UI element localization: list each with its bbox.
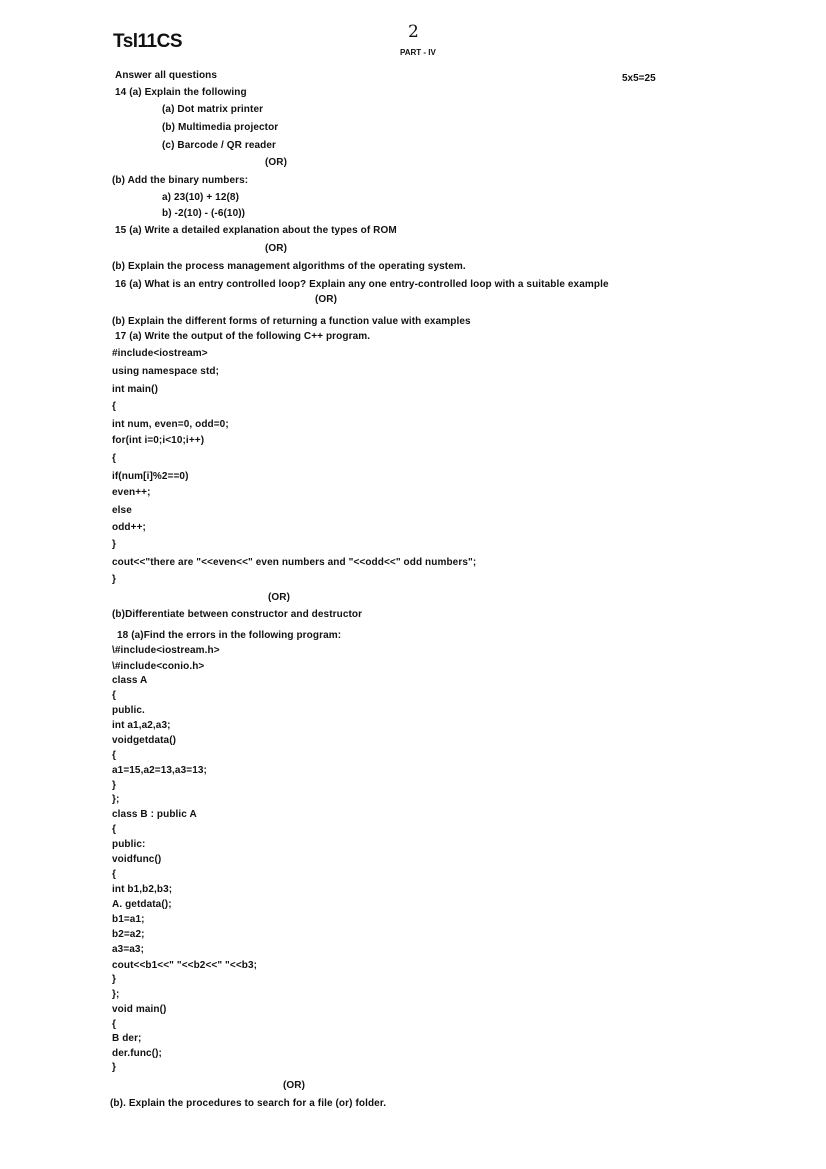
code-line: voidfunc() [112,854,162,865]
or-separator: (OR) [283,1080,306,1091]
code-line: class B : public A [112,809,197,820]
code-line: int b1,b2,b3; [112,884,173,895]
question-line: (b). Explain the procedures to search for a file (or) folder. [110,1098,387,1109]
code-line: cout<<b1<<" "<<b2<<" "<<b3; [112,960,258,971]
or-separator: (OR) [315,294,338,305]
code-line: { [112,690,116,701]
code-line: { [112,869,116,880]
code-line: public: [112,839,146,850]
question-line: 14 (a) Explain the following [115,87,247,98]
code-line: int num, even=0, odd=0; [112,419,229,430]
question-line: 16 (a) What is an entry controlled loop? Explain any one entry-controlled loop with a suitable example [115,279,609,290]
code-line: b2=a2; [112,929,145,940]
code-line: a3=a3; [112,944,145,955]
code-line: der.func(); [112,1048,162,1059]
question-line: Answer all questions [115,70,218,81]
code-line: { [112,750,116,761]
code-line: public. [112,705,145,716]
code-line: } [112,574,116,585]
code-line: \#include<iostream.h> [112,645,220,656]
question-line: a) 23(10) + 12(8) [162,192,240,203]
question-line: (b) Multimedia projector [162,122,279,133]
code-line: int a1,a2,a3; [112,720,171,731]
question-line: 17 (a) Write the output of the following C++ program. [115,331,371,342]
question-line: (a) Dot matrix printer [162,104,264,115]
or-separator: (OR) [265,243,288,254]
question-line: 18 (a)Find the errors in the following program: [117,630,342,641]
or-separator: (OR) [268,592,291,603]
part-heading: PART - IV [400,48,436,57]
code-line: } [112,539,116,550]
code-line: { [112,1019,116,1030]
question-line: (c) Barcode / QR reader [162,140,277,151]
question-line: (b) Explain the process management algorithms of the operating system. [112,261,466,272]
code-line: b1=a1; [112,914,145,925]
or-separator: (OR) [265,157,288,168]
code-line: void main() [112,1004,167,1015]
marks-allocation: 5x5=25 [622,73,656,84]
code-line: }; [112,794,120,805]
question-line: (b) Explain the different forms of returning a function value with examples [112,316,471,327]
page-number: 2 [408,22,419,42]
code-line: } [112,780,116,791]
code-line: a1=15,a2=13,a3=13; [112,765,207,776]
code-line: using namespace std; [112,366,220,377]
question-line: (b)Differentiate between constructor and destructor [112,609,363,620]
code-line: voidgetdata() [112,735,177,746]
code-line: B der; [112,1033,142,1044]
code-line: class A [112,675,148,686]
code-line: int main() [112,384,158,395]
question-line: 15 (a) Write a detailed explanation about the types of ROM [115,225,397,236]
code-line: even++; [112,487,151,498]
code-line: for(int i=0;i<10;i++) [112,435,205,446]
code-line: } [112,1062,116,1073]
paper-code: Tsl11CS [113,31,183,52]
code-line: { [112,453,116,464]
code-line: { [112,401,116,412]
code-line: \#include<conio.h> [112,661,205,672]
code-line: else [112,505,132,516]
code-line: } [112,974,116,985]
code-line: odd++; [112,522,146,533]
code-line: if(num[i]%2==0) [112,471,189,482]
question-line: b) -2(10) - (-6(10)) [162,208,246,219]
code-line: { [112,824,116,835]
code-line: cout<<"there are "<<even<<" even numbers and "<<odd<<" odd numbers"; [112,557,477,568]
question-line: (b) Add the binary numbers: [112,175,249,186]
code-line: }; [112,989,120,1000]
code-line: A. getdata(); [112,899,172,910]
code-line: #include<iostream> [112,348,208,359]
